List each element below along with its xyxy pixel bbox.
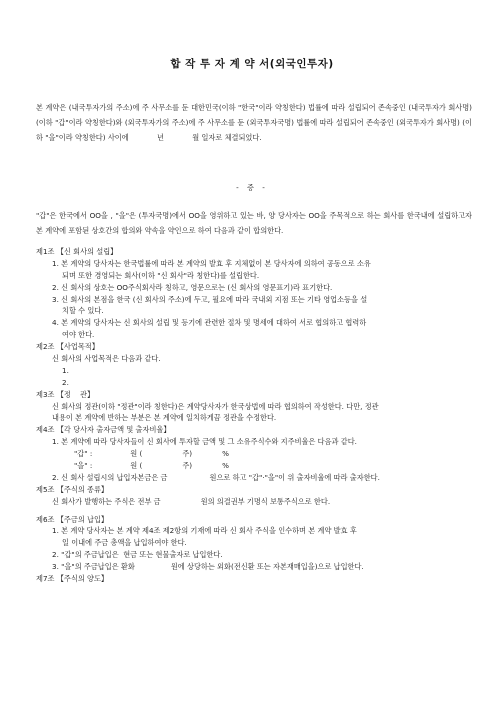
gap-shares: 주) (182, 449, 193, 459)
article-5-body (36, 496, 472, 508)
article-4-item-2 (36, 472, 472, 484)
article-4-item-2-a: 2. 신 회사 설립시의 납입자본금은 금 (52, 472, 168, 482)
article-5-body-a: 신 회사가 발행하는 주식은 전부 금 (52, 496, 161, 506)
article-5-body-b: 원의 의결권부 기명식 보통주식으로 한다. (200, 496, 331, 506)
eul-percent: % (222, 461, 229, 471)
article-6-item-3 (36, 561, 472, 573)
intro-month: 월 (192, 133, 200, 143)
article-1-item-1: 1. 본 계약의 당사자는 한국법률에 따라 본 계약의 발효 후 지체없이 본 당사자에 의하여 공동으로 소유 (52, 258, 371, 268)
article-2-item-1: 1. (62, 365, 69, 375)
articles-section (36, 246, 472, 585)
document-title: 합 작 투 자 계 약 서(외국인투자) (170, 58, 334, 70)
article-1-item-1-cont: 되며 또한 경영되는 회사(이하 "신 회사"라 칭한다)를 설립한다. (62, 270, 260, 280)
article-2-heading: 제2조 【사업목적】 (36, 342, 99, 352)
article-6-item-1: 1. 본 계약 당사자는 본 계약 제4조 제2항의 기재에 따라 신 회사 주식을 인수하며 본 계약 발효 후 (52, 526, 357, 536)
intro-text: 본 계약은 (내국투자가의 주소)에 주 사무소를 둔 대한민국(이하 "한국"이라 약칭한다) 법률에 따라 설립되어 존속중인 (내국투자가 회사명) (이하 "갑"이라 약칭한다)와 (외국투자가의 주소)에 주 사무소를 둔 (외국투자국명) 법률에 따라 설립되어 존속중인 (외국투자가 회사명) (이하 "을"이라 약칭한다) 사이에 (36, 103, 472, 143)
gap-label: "갑" : (74, 449, 93, 459)
article-3-body-1: 신 회사의 정관(이하 "정관"이라 칭한다)은 계약당사자가 한국상법에 따라 협의하여 작성한다. 다만, 정관 (52, 401, 379, 411)
recital-paragraph: "갑"은 한국에서 OO을 , "을"은 (투자국명)에서 OO을 영위하고 있는 바, 양 당사자는 OO을 주목적으로 하는 회사를 한국내에 설립하고자 본 계약에 포함된 상호간의 합의와 약속을 약인으로 하여 다음과 같이 합의한다. (36, 211, 472, 236)
article-6-heading: 제6조 【주금의 납입】 (36, 514, 109, 524)
eul-label: "을" : (74, 461, 93, 471)
gap-won: 원 ( (130, 449, 143, 459)
gap-percent: % (222, 449, 229, 459)
article-6-item-3-a: 3. "을"의 주금납입은 환화 (52, 562, 135, 572)
article-1-heading: 제1조 【신 회사의 설립】 (36, 247, 118, 256)
article-4-item-2-b: 원으로 하고 "갑"·"을"이 위 출자비율에 따라 출자한다. (209, 472, 380, 482)
article-4-gap-row (36, 448, 472, 460)
intro-year: 년 (156, 133, 164, 143)
article-4-heading: 제4조 【각 당사자 출자금액 및 출자비율】 (36, 425, 171, 435)
article-6-item-3-b: 원에 상당하는 외화(전신환 또는 자본재매입을)으로 납입한다. (170, 562, 364, 572)
intro-tail: 일자로 체결되었다. (201, 133, 262, 143)
article-3-heading: 제3조 【정 관】 (36, 389, 95, 399)
intro-paragraph (36, 100, 472, 146)
article-1-item-4: 4. 본 계약의 당사자는 신 회사의 설립 및 등기에 관련한 절차 및 명세에 대하여 서로 협의하고 협력하 (52, 318, 367, 328)
eul-shares: 주) (182, 461, 193, 471)
article-1-item-3-cont: 치할 수 있다. (62, 306, 104, 316)
article-4-item-1: 1. 본 계약에 따라 당사자들이 신 회사에 투자할 금액 및 그 소유주식수와 지주비율은 다음과 같다. (52, 437, 357, 447)
article-7-heading: 제7조 【주식의 양도】 (36, 574, 109, 584)
article-6-item-2: 2. "갑"의 주금납입은 현금 또는 현물출자로 납입한다. (52, 550, 223, 560)
article-3-body-2: 내용이 본 계약에 반하는 부분은 본 계약에 일치하게끔 정관을 수정한다. (52, 413, 277, 423)
article-2-item-2: 2. (62, 377, 69, 387)
article-1-item-2: 2. 신 회사의 상호는 OO주식회사라 칭하고, 영문으로는 (신 회사의 영문표기)라 표기한다. (52, 282, 333, 292)
eul-won: 원 ( (130, 461, 143, 471)
article-5-heading: 제5조 【주식의 종류】 (36, 484, 109, 494)
article-6-item-1-cont: 일 이내에 주금 총액을 납입하여야 한다. (62, 538, 187, 548)
article-1-item-4-cont: 여야 한다. (62, 330, 95, 340)
witness-heading: - 증 - (236, 183, 268, 192)
article-1-item-3: 3. 신 회사의 본점을 한국 (신 회사의 주소)에 두고, 필요에 따라 국내외 지점 또는 기타 영업소등을 설 (52, 294, 368, 304)
article-2-body: 신 회사의 사업목적은 다음과 같다. (52, 354, 161, 364)
article-4-eul-row (36, 460, 472, 472)
